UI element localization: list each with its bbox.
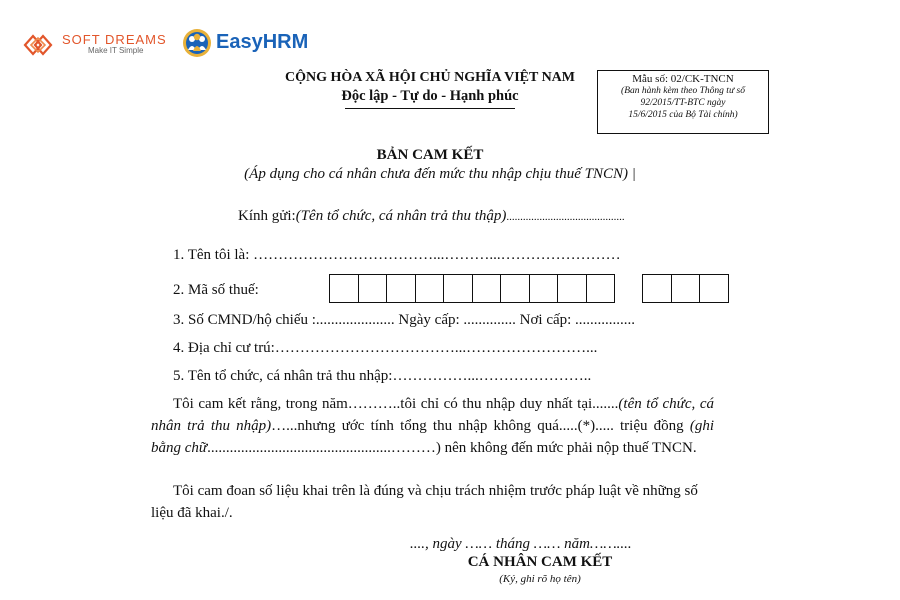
id-card-line[interactable]: 3. Số CMND/hộ chiếu :..................... Ngày cấp: .............. Nơi cấp: ................ (173, 312, 636, 328)
softdreams-name: SOFT DREAMS (62, 32, 167, 47)
tax-code-digit-cell[interactable] (501, 275, 530, 302)
softdreams-mark-icon (22, 30, 56, 60)
easyhrm-people-icon (182, 28, 212, 58)
commitment-paragraph (151, 393, 714, 459)
payer-line[interactable]: 5. Tên tổ chức, cá nhân trả thu nhập:……………...………………….. (173, 368, 592, 384)
recipient-line (238, 208, 625, 225)
document-title: BẢN CAM KẾT (376, 147, 484, 163)
form-number: Mẫu số: 02/CK-TNCN (632, 73, 734, 85)
tax-code-main-boxes[interactable] (329, 274, 615, 303)
recipient-dots: ........................................... (506, 211, 625, 223)
recipient-label: Kính gửi: (238, 208, 296, 224)
tax-code-digit-cell[interactable] (530, 275, 559, 302)
tax-code-digit-cell[interactable] (643, 275, 672, 302)
assurance-text: Tôi cam đoan số liệu khai trên là đúng và chịu trách nhiệm trước pháp luật về những số liệu đã khai./. (151, 483, 698, 521)
tax-code-digit-cell[interactable] (387, 275, 416, 302)
commitment-part-a: Tôi cam kết rằng, trong năm………..tôi chỉ có thu nhập duy nhất tại....... (173, 396, 619, 412)
recipient-placeholder: (Tên tổ chức, cá nhân trả thu thập) (295, 208, 507, 224)
softdreams-tagline: Make IT Simple (88, 46, 144, 55)
tax-code-digit-cell[interactable] (700, 275, 729, 302)
tax-code-digit-cell[interactable] (473, 275, 502, 302)
assurance-paragraph (151, 480, 714, 524)
name-field-line[interactable]: 1. Tên tôi là: ………………………………...………...…………………… (173, 247, 621, 263)
commitment-part-c: …...nhưng ước tính tổng thu nhập không quá.....(*)..... triệu đồng (271, 418, 690, 434)
tax-code-digit-cell[interactable] (359, 275, 388, 302)
subtitle-text: (Áp dụng cho cá nhân chưa đến mức thu nhập chịu thuế TNCN) (244, 166, 628, 182)
text-cursor: | (631, 166, 636, 182)
form-note-line2: 92/2015/TT-BTC ngày (640, 98, 726, 108)
commitment-part-e: .................................................………) (207, 440, 441, 456)
motto-heading: Độc lập - Tự do - Hạnh phúc (341, 88, 519, 104)
tax-code-digit-cell[interactable] (558, 275, 587, 302)
easyhrm-name-hrm: HRM (262, 31, 309, 53)
tax-code-digit-cell[interactable] (444, 275, 473, 302)
commitment-part-f: nên không đến mức phải nộp thuế TNCN. (440, 440, 697, 456)
commitment-part-d: (ghi bằng chữ (151, 418, 714, 456)
signature-note: (Ký, ghi rõ họ tên) (499, 573, 581, 585)
easyhrm-name-easy: Easy (216, 31, 263, 53)
form-note-line1: (Ban hành kèm theo Thông tư số (621, 86, 745, 96)
easyhrm-logo (182, 28, 322, 62)
date-line: ...., ngày …… tháng …… năm…….... (410, 536, 632, 552)
nation-heading: CỘNG HÒA XÃ HỘI CHỦ NGHĨA VIỆT NAM (284, 70, 575, 85)
tax-code-label: 2. Mã số thuế: (173, 282, 259, 298)
tax-code-extra-boxes[interactable] (642, 274, 729, 303)
tax-code-digit-cell[interactable] (672, 275, 701, 302)
easyhrm-name (216, 31, 308, 54)
tax-code-digit-cell[interactable] (416, 275, 445, 302)
tax-code-digit-cell[interactable] (330, 275, 359, 302)
softdreams-logo (22, 28, 172, 62)
motto-underline (345, 108, 515, 109)
commitment-part-b: (tên tổ chức, cá nhân trả thu nhập) (151, 396, 714, 434)
form-note-line3: 15/6/2015 của Bộ Tài chính) (628, 110, 738, 120)
address-line[interactable]: 4. Địa chỉ cư trú:………………………………...……………………... (173, 340, 598, 356)
tax-code-digit-cell[interactable] (587, 275, 616, 302)
document-subtitle (180, 166, 700, 183)
signature-title: CÁ NHÂN CAM KẾT (467, 554, 613, 570)
form-number-box (597, 70, 769, 134)
